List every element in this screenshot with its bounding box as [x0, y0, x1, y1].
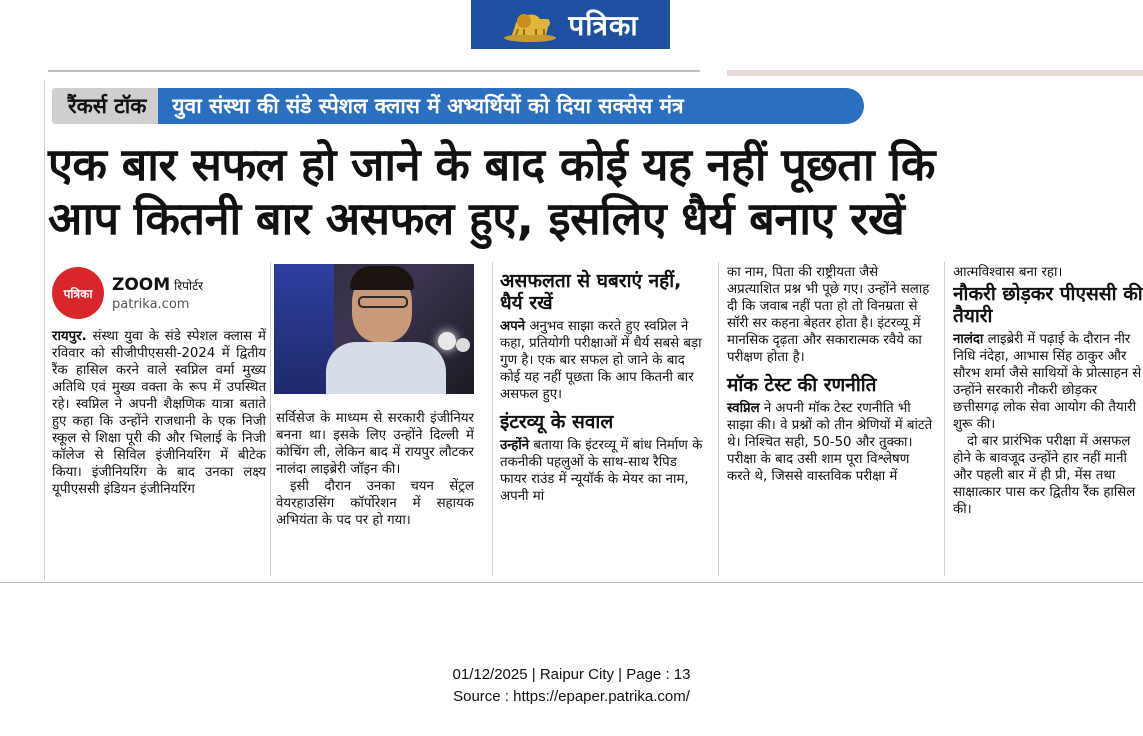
- column-4-body-2: ने अपनी मॉक टेस्ट रणनीति भी साझा की। वे प्रश्नों को तीन श्रेणियों में बांटते थे। निश्चित सही, 50-50 और तुक्का। परीक्षा के बाद उसी शाम पूरा विश्लेषण करते थे, जिससे वास्तविक परीक्षा में: [727, 401, 933, 484]
- kicker: [52, 88, 864, 124]
- column-3-paragraph-2: [500, 437, 706, 505]
- column-3-lead-1: अपने: [500, 319, 526, 334]
- column-1-body: संस्था युवा के संडे स्पेशल क्लास में रविवार को सीजीपीएससी-2024 में द्वितीय रैंक हासिल करने वाले स्वप्निल वर्मा मुख्य अतिथि एवं मुख्य वक्ता के रूप में उपस्थित रहे। स्वप्निल ने अपनी शैक्षणिक यात्रा बताते हुए कहा कि उन्होंने राजधानी के एक निजी स्कूल से शिक्षा पूरी की और भिलाई के निजी कॉलेज से सिविल इंजीनियरिंग में बीटेक किया। इंजीनियरिंग के बाद उनका लक्ष्य यूपीएससी इंडियन इंजीनियरिंग: [52, 329, 266, 497]
- article-column-1: [52, 328, 266, 498]
- column-1-paragraph: [52, 328, 266, 498]
- photo-glasses: [358, 296, 408, 308]
- kicker-strap: युवा संस्था की संडे स्पेशल क्लास में अभ्यर्थियों को दिया सक्सेस मंत्र: [158, 88, 864, 124]
- speaker-photo: [274, 264, 474, 394]
- column-3-paragraph-1: [500, 318, 706, 403]
- column-5-body-3: दो बार प्रारंभिक परीक्षा में असफल होने के बावजूद उन्होंने हार नहीं मानी और पहली बार में ही प्री, मेंस तथा साक्षात्कार पास कर द्वितीय रैंक हासिल की।: [953, 434, 1136, 517]
- photo-background: [274, 264, 334, 394]
- column-4-lead: स्वप्निल: [727, 401, 760, 416]
- top-rule-right: [727, 70, 1143, 76]
- side-rule: [44, 80, 45, 580]
- column-3-body-2: बताया कि इंटरव्यू में बांध निर्माण के तकनीकी पहलुओं के साथ-साथ रैपिड फायर राउंड में न्यूयॉर्क के मेयर का नाम, अपनी मां: [500, 438, 703, 504]
- column-5-paragraph-2: [953, 331, 1143, 433]
- footer-source: Source : https://epaper.patrika.com/: [453, 688, 690, 705]
- reporter-label: रिपोर्टर: [174, 278, 204, 293]
- column-rule-1: [270, 262, 271, 576]
- subhead-patience: असफलता से घबराएं नहीं, धैर्य रखें: [500, 270, 682, 314]
- article-column-2: [276, 410, 474, 529]
- zoom-reporter: [112, 275, 203, 295]
- zoom-label: ZOOM: [112, 274, 171, 295]
- masthead: [471, 0, 670, 49]
- photo-shirt: [326, 342, 446, 394]
- article-column-4: [727, 264, 935, 485]
- lion-emblem-icon: [502, 7, 558, 43]
- footer: [0, 664, 1143, 708]
- byline: [52, 266, 262, 320]
- article-column-3: [500, 268, 706, 505]
- subhead-interview: इंटरव्यू के सवाल: [500, 411, 614, 433]
- article-column-5: [953, 264, 1143, 518]
- column-rule-2: [492, 262, 493, 576]
- photo-lamp: [438, 332, 456, 350]
- subhead-quit-job: नौकरी छोड़कर पीएससी की तैयारी: [953, 283, 1143, 327]
- footer-edition-info: 01/12/2025 | Raipur City | Page : 13: [452, 666, 691, 683]
- headline-line-1: एक बार सफल हो जाने के बाद कोई यह नहीं पूछता कि: [48, 138, 935, 191]
- subhead-mock-test: मॉक टेस्ट की रणनीति: [727, 374, 877, 396]
- column-2-body-2: इसी दौरान उनका चयन सेंट्रल वेयरहाउसिंग कॉर्पोरेशन में सहायक अभियंता के पद पर हो गया।: [276, 479, 474, 528]
- masthead-brand: पत्रिका: [568, 8, 639, 42]
- photo-hair: [350, 266, 414, 290]
- column-5-lead: नालंदा: [953, 332, 984, 347]
- column-5-body-1: आत्मविश्वास बना रहा।: [953, 265, 1063, 280]
- bottom-rule: [0, 582, 1143, 583]
- kicker-tag: रैंकर्स टॉक: [52, 88, 158, 124]
- byline-text: [112, 275, 203, 312]
- column-3-lead-2: उन्होंने: [500, 438, 530, 453]
- headline-line-2: आप कितनी बार असफल हुए, इसलिए धैर्य बनाए रखें: [48, 192, 905, 245]
- column-rule-4: [944, 262, 945, 576]
- column-3-body-1: अनुभव साझा करते हुए स्वप्निल ने कहा, प्रतियोगी परीक्षाओं में धैर्य सबसे बड़ा गुण है। एक बार सफल हो जाने के बाद कोई यह नहीं पूछता कि आप कितनी बार असफल हुए।: [500, 319, 702, 402]
- column-2-body: सर्विसेज के माध्यम से सरकारी इंजीनियर बनना था। इसके लिए उन्होंने दिल्ली में कोचिंग ली, लेकिन बाद में रायपुर लौटकर नालंदा लाइब्रेरी जॉइन की।: [276, 411, 474, 477]
- dateline: रायपुर.: [52, 329, 87, 344]
- column-rule-3: [718, 262, 719, 576]
- patrika-logo-icon: पत्रिका: [52, 267, 104, 319]
- photo-lamp-2: [456, 338, 470, 352]
- column-4-paragraph-2: [727, 400, 935, 485]
- headline: [48, 138, 1128, 246]
- top-rule-left: [48, 70, 700, 72]
- column-5-body-2: लाइब्रेरी में पढ़ाई के दौरान नीर निधि नंदेहा, आभास सिंह ठाकुर और सौरभ शर्मा जैसे साथियों के प्रोत्साहन से उन्होंने सरकारी नौकरी छोड़कर छत्तीसगढ़ लोक सेवा आयोग की तैयारी शुरू की।: [953, 332, 1142, 432]
- column-4-body-1: का नाम, पिता की राष्ट्रीयता जैसे अप्रत्याशित प्रश्न भी पूछे गए। उन्होंने सलाह दी कि जवाब नहीं पता हो तो विनम्रता से सॉरी सर कहना बेहतर होता है। इंटरव्यू में मानसिक दृढ़ता और सकारात्मक रवैये का परीक्षण होता है।: [727, 265, 930, 365]
- byline-site: patrika.com: [112, 296, 190, 312]
